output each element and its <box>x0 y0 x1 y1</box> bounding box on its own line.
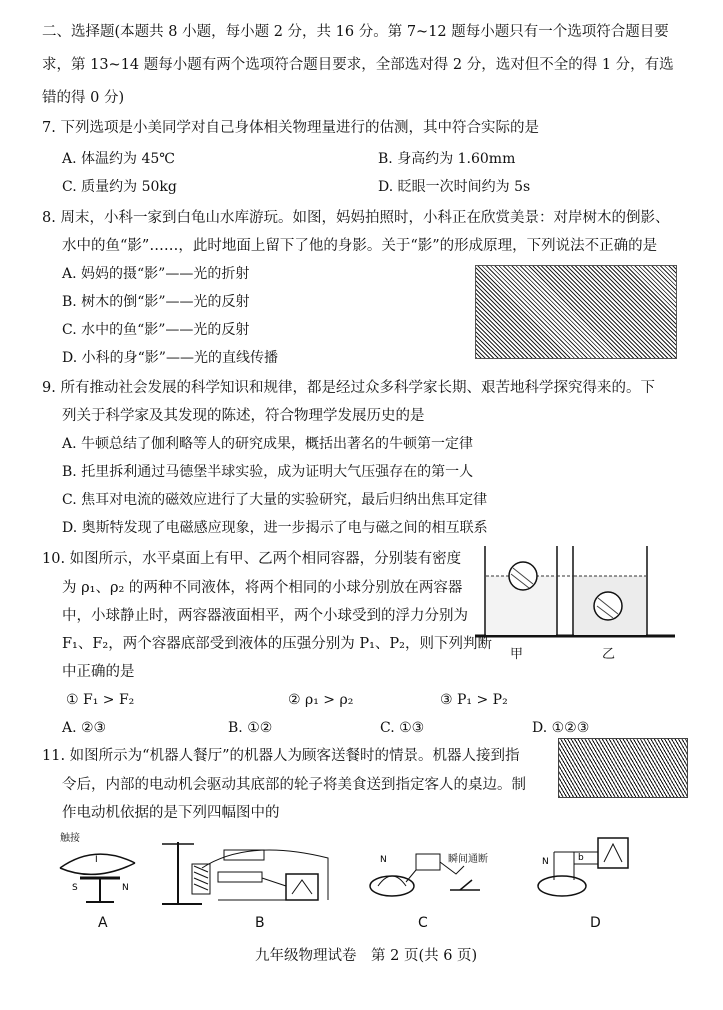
q8-stem-line-1: 8. 周末，小科一家到白龟山水库游玩。如图，妈妈拍照时，小科正在欣赏美景：对岸树木的倒影、 <box>42 210 670 226</box>
q9-stem-line-1: 9. 所有推动社会发展的科学知识和规律，都是经过众多科学家长期、艰苦地科学探究得来的。下 <box>42 380 655 396</box>
q7-option-b: B. 身高约为 1.60mm <box>378 151 516 167</box>
figure-b <box>158 838 338 910</box>
q9-option-b: B. 托里拆利通过马德堡半球实验，成为证明大气压强存在的第一人 <box>62 464 474 480</box>
section-header-line-1: 二、选择题(本题共 8 小题，每小题 2 分，共 16 分。第 7~12 题每小题只有一个选项符合题目要 <box>42 24 669 40</box>
q8-option-b: B. 树木的倒“影”——光的反射 <box>62 294 250 310</box>
q9-stem-line-2: 列关于科学家及其发现的陈述，符合物理学发展历史的是 <box>62 408 425 424</box>
q10-stem-line-5: 中正确的是 <box>62 664 135 680</box>
q7-stem: 7. 下列选项是小美同学对自己身体相关物理量进行的估测，其中符合实际的是 <box>42 120 539 136</box>
q9-option-d: D. 奥斯特发现了电磁感应现象，进一步揭示了电与磁之间的相互联系 <box>62 520 488 536</box>
q8-option-d: D. 小科的身“影”——光的直线传播 <box>62 350 278 366</box>
figure-c-label: C <box>418 915 428 931</box>
q10-statement-2: ② ρ₁ > ρ₂ <box>288 692 354 708</box>
label-yi: 乙 <box>602 647 616 662</box>
q11-stem-line-3: 作电动机依据的是下列四幅图中的 <box>62 805 280 821</box>
lake-photo <box>475 265 677 359</box>
figure-d-label: D <box>590 915 601 931</box>
q8-option-a: A. 妈妈的摄“影”——光的折射 <box>62 266 250 282</box>
svg-text:I: I <box>95 855 98 865</box>
q10-stem-line-1: 10. 如图所示，水平桌面上有甲、乙两个相同容器，分别装有密度 <box>42 551 462 567</box>
figure-d <box>528 834 638 908</box>
q9-option-c: C. 焦耳对电流的磁效应进行了大量的实验研究，最后归纳出焦耳定律 <box>62 492 488 508</box>
q10-option-b: B. ①② <box>228 720 273 736</box>
figure-a-text: 触接 <box>60 833 80 844</box>
svg-text:N: N <box>542 857 549 867</box>
figure-b-label: B <box>255 915 265 931</box>
q7-option-c: C. 质量约为 50kg <box>62 179 177 195</box>
q7-option-d: D. 眨眼一次时间约为 5s <box>378 179 531 195</box>
svg-text:b: b <box>578 853 584 863</box>
figure-a <box>50 838 145 908</box>
q11-stem-line-1: 11. 如图所示为“机器人餐厅”的机器人为顾客送餐时的情景。机器人接到指 <box>42 748 520 764</box>
q10-option-d: D. ①②③ <box>532 720 590 736</box>
figure-a-label: A <box>98 915 108 931</box>
q8-stem-line-2: 水中的鱼“影”……，此时地面上留下了他的身影。关于“影”的形成原理，下列说法不正确的是 <box>62 238 658 254</box>
figure-c-text: 瞬间通断 <box>448 854 488 865</box>
page-footer: 九年级物理试卷 第 2 页(共 6 页) <box>255 948 478 964</box>
q10-stem-line-4: F₁、F₂，两个容器底部受到液体的压强分别为 P₁、P₂，则下列判断 <box>62 636 492 652</box>
q10-statement-1: ① F₁ > F₂ <box>66 692 135 708</box>
q9-option-a: A. 牛顿总结了伽利略等人的研究成果，概括出著名的牛顿第一定律 <box>62 436 474 452</box>
label-jia: 甲 <box>510 647 524 662</box>
q10-option-c: C. ①③ <box>380 720 425 736</box>
q10-statement-3: ③ P₁ > P₂ <box>440 692 508 708</box>
q11-stem-line-2: 令后，内部的电动机会驱动其底部的轮子将美食送到指定客人的桌边。制 <box>62 777 526 793</box>
robot-photo <box>558 738 688 798</box>
q10-option-a: A. ②③ <box>62 720 107 736</box>
svg-text:N: N <box>380 855 387 865</box>
svg-text:S: S <box>72 883 78 893</box>
svg-text:N: N <box>122 883 129 893</box>
section-header-line-3: 错的得 0 分) <box>42 90 125 106</box>
q10-stem-line-2: 为 ρ₁、ρ₂ 的两种不同液体，将两个相同的小球分别放在两容器 <box>62 580 463 596</box>
section-header-line-2: 求，第 13~14 题每小题有两个选项符合题目要求，全部选对得 2 分，选对但不全的得 1 分，有选 <box>42 57 674 73</box>
q8-option-c: C. 水中的鱼“影”——光的反射 <box>62 322 250 338</box>
q10-stem-line-3: 中，小球静止时，两容器液面相平，两个小球受到的浮力分别为 <box>62 608 468 624</box>
q7-option-a: A. 体温约为 45℃ <box>62 151 175 167</box>
containers-figure <box>475 544 675 664</box>
